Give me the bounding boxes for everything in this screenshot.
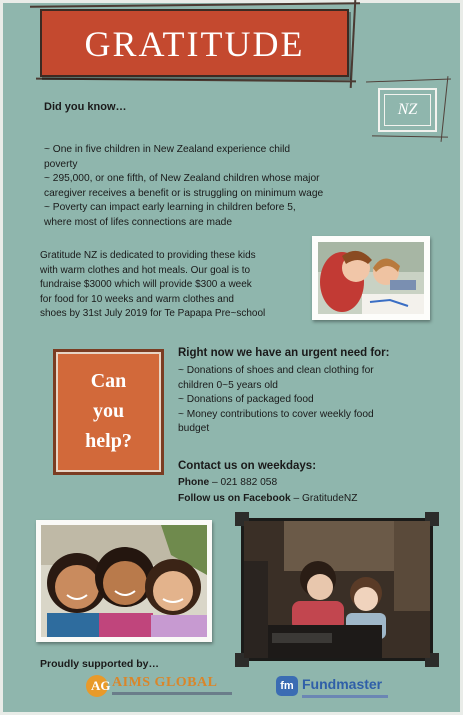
phone-number: – 021 882 058 — [209, 477, 278, 488]
can-you-help-line: help? — [85, 430, 132, 452]
facts-list — [44, 143, 364, 230]
can-you-help-line: you — [92, 400, 125, 422]
aims-global-wordmark: AIMS GLOBAL — [112, 675, 218, 690]
description-line: shoes by 31st July 2019 for Te Papapa Pre~school — [40, 308, 266, 320]
description-line: with warm clothes and hot meals. Our goal is to — [40, 264, 251, 276]
can-you-help-box — [53, 349, 164, 475]
description-line: for food for 10 weeks and warm clothes and — [40, 293, 234, 305]
need-line: ~ Donations of packaged food — [178, 394, 314, 405]
nz-badge — [378, 88, 437, 132]
children-computer-photo — [241, 518, 433, 661]
need-line: children 0~5 years old — [178, 379, 278, 391]
sketch-line — [350, 0, 357, 88]
fact-line: ~ 295,000, or one fifth, of New Zealand children whose major — [44, 173, 320, 184]
phone-label: Phone — [178, 477, 210, 488]
fact-line: ~ One in five children in New Zealand experience child — [44, 144, 291, 155]
page-title: GRATITUDE — [84, 24, 305, 64]
fact-line: caregiver receives a benefit or is struggling on minimum wage — [44, 187, 324, 199]
fundmaster-wordmark: Fundmaster — [302, 676, 383, 692]
sketch-line — [366, 79, 451, 83]
description-line: fundraise $3000 which will provide $300 a week — [40, 279, 252, 291]
facebook-handle: – GratitudeNZ — [290, 493, 358, 504]
need-line: ~ Donations of shoes and clean clothing for — [178, 365, 374, 376]
sketch-line — [372, 135, 448, 137]
fundmaster-mark-icon: fm — [276, 676, 298, 696]
contact-heading: Contact us on weekdays: — [178, 460, 317, 472]
aims-global-mark-icon — [86, 675, 111, 697]
phone-line — [178, 476, 277, 491]
urgent-need-heading: Right now we have an urgent need for: — [178, 347, 390, 359]
aims-global-mark-letters: AG — [91, 678, 111, 693]
did-you-know-heading: Did you know… — [44, 101, 127, 113]
title-banner — [40, 9, 349, 77]
aims-global-logo — [86, 672, 236, 704]
nz-label: NZ — [384, 94, 431, 126]
needs-list — [178, 364, 423, 437]
fact-line: ~ Poverty can impact early learning in children before 5, — [44, 202, 296, 213]
children-drawing-photo — [312, 236, 430, 320]
children-drawing-image — [318, 242, 424, 314]
can-you-help-line: Can — [90, 370, 127, 392]
fundmaster-logo — [276, 674, 426, 704]
fact-line: poverty — [44, 158, 78, 170]
three-girls-photo — [36, 520, 212, 642]
need-line: ~ Money contributions to cover weekly food — [178, 408, 374, 420]
children-computer-image — [244, 521, 430, 658]
sketch-line — [36, 78, 356, 83]
description-line: Gratitude NZ is dedicated to providing these kids — [40, 250, 256, 261]
three-girls-image — [41, 525, 207, 637]
fundmaster-tagline — [302, 695, 388, 698]
sketch-line — [441, 76, 449, 142]
aims-global-tagline — [112, 692, 232, 695]
facebook-label: Follow us on Facebook — [178, 493, 291, 504]
supported-by-label: Proudly supported by… — [40, 658, 160, 670]
fact-line: where most of lifes connections are made — [44, 216, 232, 228]
description-paragraph — [40, 249, 305, 322]
sketch-line — [30, 2, 360, 7]
need-line: budget — [178, 423, 210, 434]
facebook-line — [178, 492, 357, 507]
